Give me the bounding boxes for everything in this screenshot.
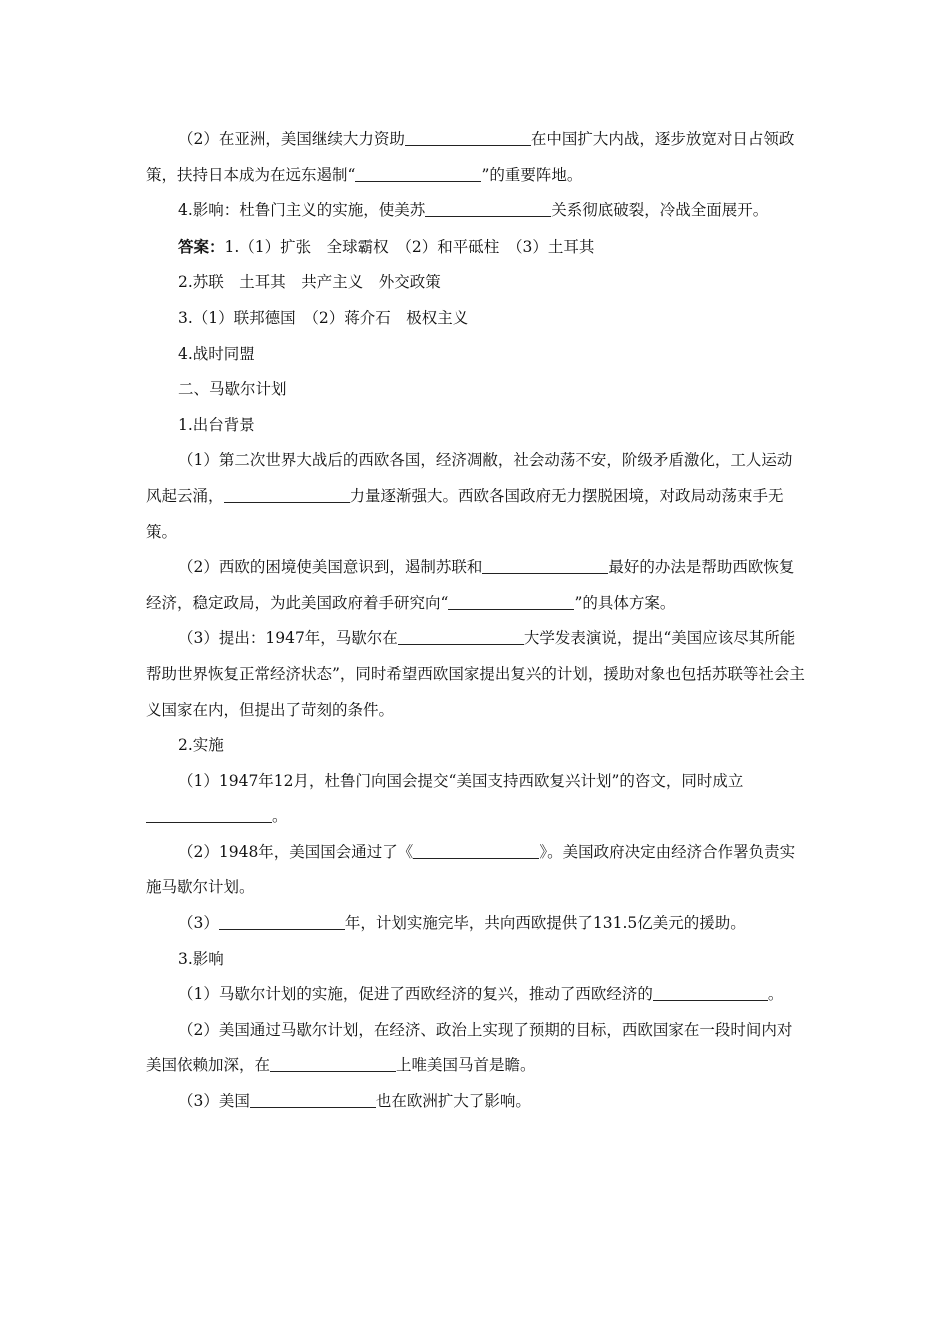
fill-blank	[413, 857, 539, 859]
answer-line-2: 2.苏联 土耳其 共产主义 外交政策	[178, 273, 441, 292]
text-segment: （1）马歇尔计划的实施，促进了西欧经济的复兴，推动了西欧经济的	[178, 985, 653, 1004]
paragraph-asia	[146, 122, 806, 193]
paragraph-background-3	[146, 621, 806, 728]
text-segment: （3）美国	[178, 1092, 250, 1111]
paragraph-impact	[146, 193, 806, 229]
fill-blank	[653, 999, 768, 1001]
fill-blank	[224, 501, 350, 503]
fill-blank	[448, 608, 574, 610]
text-segment: 》。美国政府决定由经济合作署负责实施马歇尔计划。	[146, 842, 796, 897]
fill-blank	[482, 572, 608, 574]
paragraph-effects-1	[146, 977, 806, 1013]
text-segment: （2）西欧的困境使美国意识到，遏制苏联和	[178, 558, 483, 577]
answer-line-4: 4.战时同盟	[178, 344, 255, 363]
text-segment: 年，计划实施完毕，共向西欧提供了131.5亿美元的援助。	[344, 914, 746, 933]
fill-blank	[146, 821, 272, 823]
text-segment: 大学发表演说，提出“美国应该尽其所能帮助世界恢复正常经济状态”，同时希望西欧国家提出复兴的计划，援助对象也包括苏联等社会主义国家在内，但提出了苛刻的条件。	[146, 629, 805, 719]
text-segment: （1）1947年12月，杜鲁门向国会提交“美国支持西欧复兴计划”的咨文，同时成立	[178, 771, 744, 790]
answer-line-3: 3.（1）联邦德国 （2）蒋介石 极权主义	[178, 308, 469, 327]
answer-line-1	[146, 229, 806, 266]
text-segment: （2）1948年，美国国会通过了《	[178, 842, 414, 861]
text-segment: 力量逐渐强大。西欧各国政府无力摆脱困境，对政局动荡束手无策。	[146, 486, 784, 541]
paragraph-background-2	[146, 550, 806, 621]
fill-blank	[398, 643, 524, 645]
text-segment: 最好的办法是帮助西欧恢复经济，稳定政局，为此美国政府着手研究向“	[146, 558, 795, 612]
text-segment: 。	[272, 807, 288, 826]
text-segment: 4.影响：杜鲁门主义的实施，使美苏	[178, 201, 426, 220]
text-segment: 。	[767, 985, 784, 1004]
paragraph-background-1	[146, 443, 806, 550]
text-segment: ”的重要阵地。	[481, 165, 583, 184]
text-segment: 关系彻底破裂，冷战全面展开。	[551, 201, 769, 220]
paragraph-effects-3	[146, 1084, 806, 1120]
paragraph-implementation-3	[146, 906, 806, 942]
text-segment: （1）第二次世界大战后的西欧各国，经济凋敝，社会动荡不安，阶级矛盾激化，工人运动风起云涌，	[146, 451, 793, 505]
paragraph-implementation-2	[146, 835, 806, 906]
subheading-effects: 3.影响	[178, 949, 224, 968]
text-segment: （2）美国通过马歇尔计划，在经济、政治上实现了预期的目标，西欧国家在一段时间内对美国依赖加深，在	[146, 1020, 793, 1075]
text-segment: 上唯美国马首是瞻。	[396, 1056, 536, 1075]
paragraph-implementation-1	[146, 764, 806, 835]
fill-blank	[219, 928, 345, 930]
text-segment: 在中国扩大内战，逐步放宽对日占领政策，扶持日本成为在远东遏制“	[146, 130, 795, 184]
fill-blank	[355, 180, 481, 182]
text-segment: ”的具体方案。	[574, 593, 676, 612]
fill-blank	[270, 1070, 396, 1072]
text-segment: （3）提出：1947年，马歇尔在	[178, 629, 398, 648]
fill-blank	[425, 215, 551, 217]
text-segment: （2）在亚洲，美国继续大力资助	[178, 130, 405, 148]
section-heading: 二、马歇尔计划	[178, 380, 287, 399]
text-segment: 也在欧洲扩大了影响。	[375, 1092, 531, 1111]
document-body	[146, 122, 806, 1120]
answer-text: 1.（1）扩张 全球霸权 （2）和平砥柱 （3）土耳其	[224, 237, 595, 256]
answer-label: 答案：	[178, 236, 225, 256]
paragraph-effects-2	[146, 1013, 806, 1084]
subheading-implementation: 2.实施	[178, 736, 224, 755]
fill-blank	[405, 144, 531, 146]
subheading-background: 1.出台背景	[178, 415, 255, 434]
text-segment: （3）	[178, 914, 219, 933]
fill-blank	[250, 1106, 376, 1108]
